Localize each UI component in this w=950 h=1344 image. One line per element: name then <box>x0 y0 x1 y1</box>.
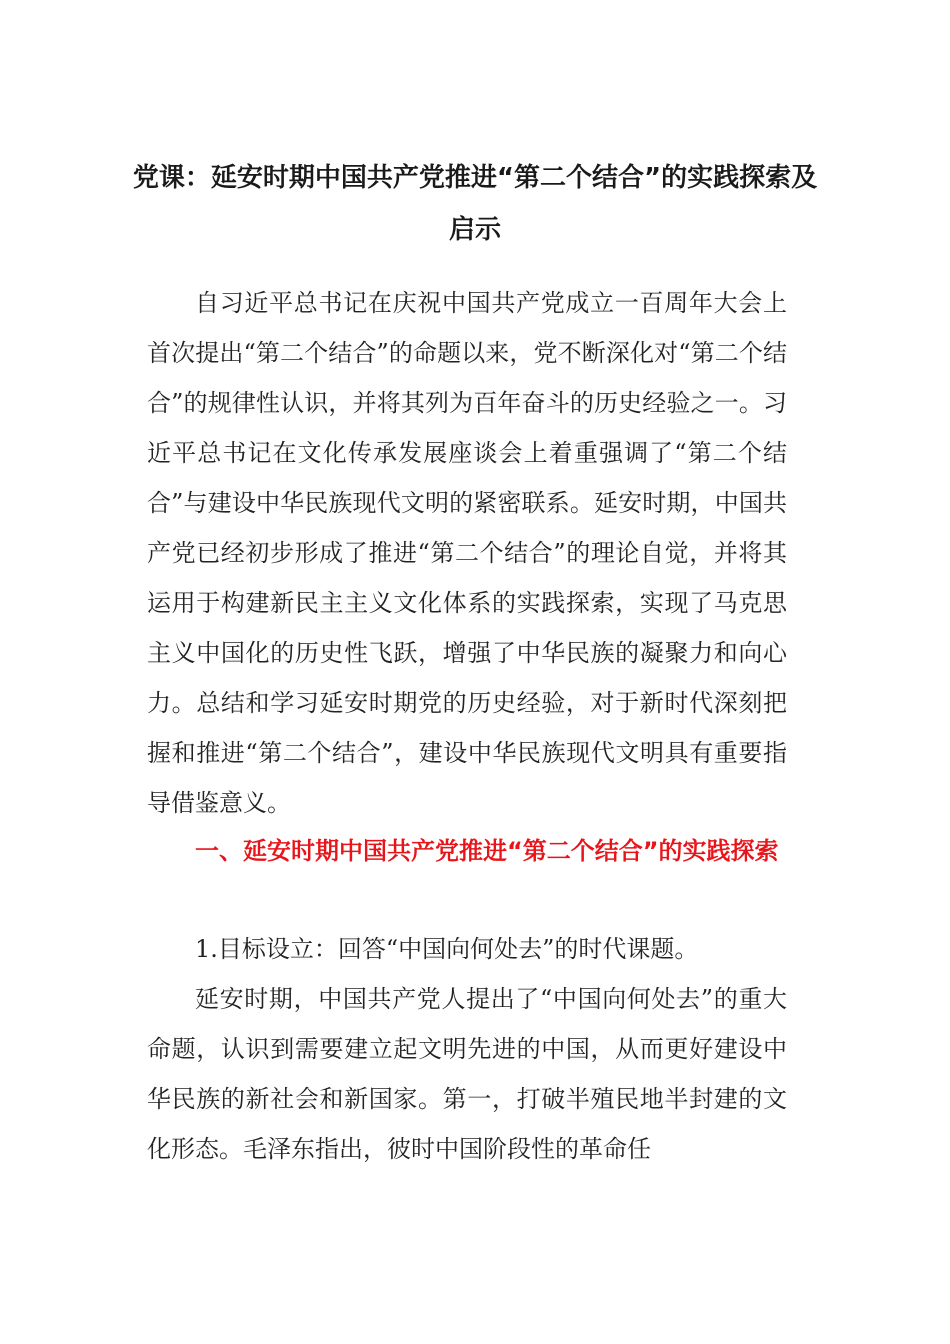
intro-paragraph: 自习近平总书记在庆祝中国共产党成立一百周年大会上首次提出“第二个结合”的命题以来，党不断深化对“第二个结合”的规律性认识，并将其列为百年奋斗的历史经验之一。习近平总书记在文化传承发展座谈会上着重强调了“第二个结合”与建设中华民族现代文明的紧密联系。延安时期，中国共产党已经初步形成了推进“第二个结合”的理论自觉，并将其运用于构建新民主主义文化体系的实践探索，实现了马克思主义中国化的历史性飞跃，增强了中华民族的凝聚力和向心力。总结和学习延安时期党的历史经验，对于新时代深刻把握和推进“第二个结合”，建设中华民族现代文明具有重要指导借鉴意义。 <box>147 289 787 817</box>
document-title: 党课：延安时期中国共产党推进“第二个结合”的实践探索及启示 <box>132 163 818 245</box>
body-paragraph: 延安时期，中国共产党人提出了“中国向何处去”的重大命题，认识到需要建立起文明先进的中国，从而更好建设中华民族的新社会和新国家。第一，打破半殖民地半封建的文化形态。毛泽东指出，彼时中国阶段性的革命任 <box>147 985 787 1163</box>
subheading: 1.目标设立：回答“中国向何处去”的时代课题。 <box>195 935 699 963</box>
section-heading: 一、延安时期中国共产党推进“第二个结合”的实践探索 <box>195 837 779 865</box>
